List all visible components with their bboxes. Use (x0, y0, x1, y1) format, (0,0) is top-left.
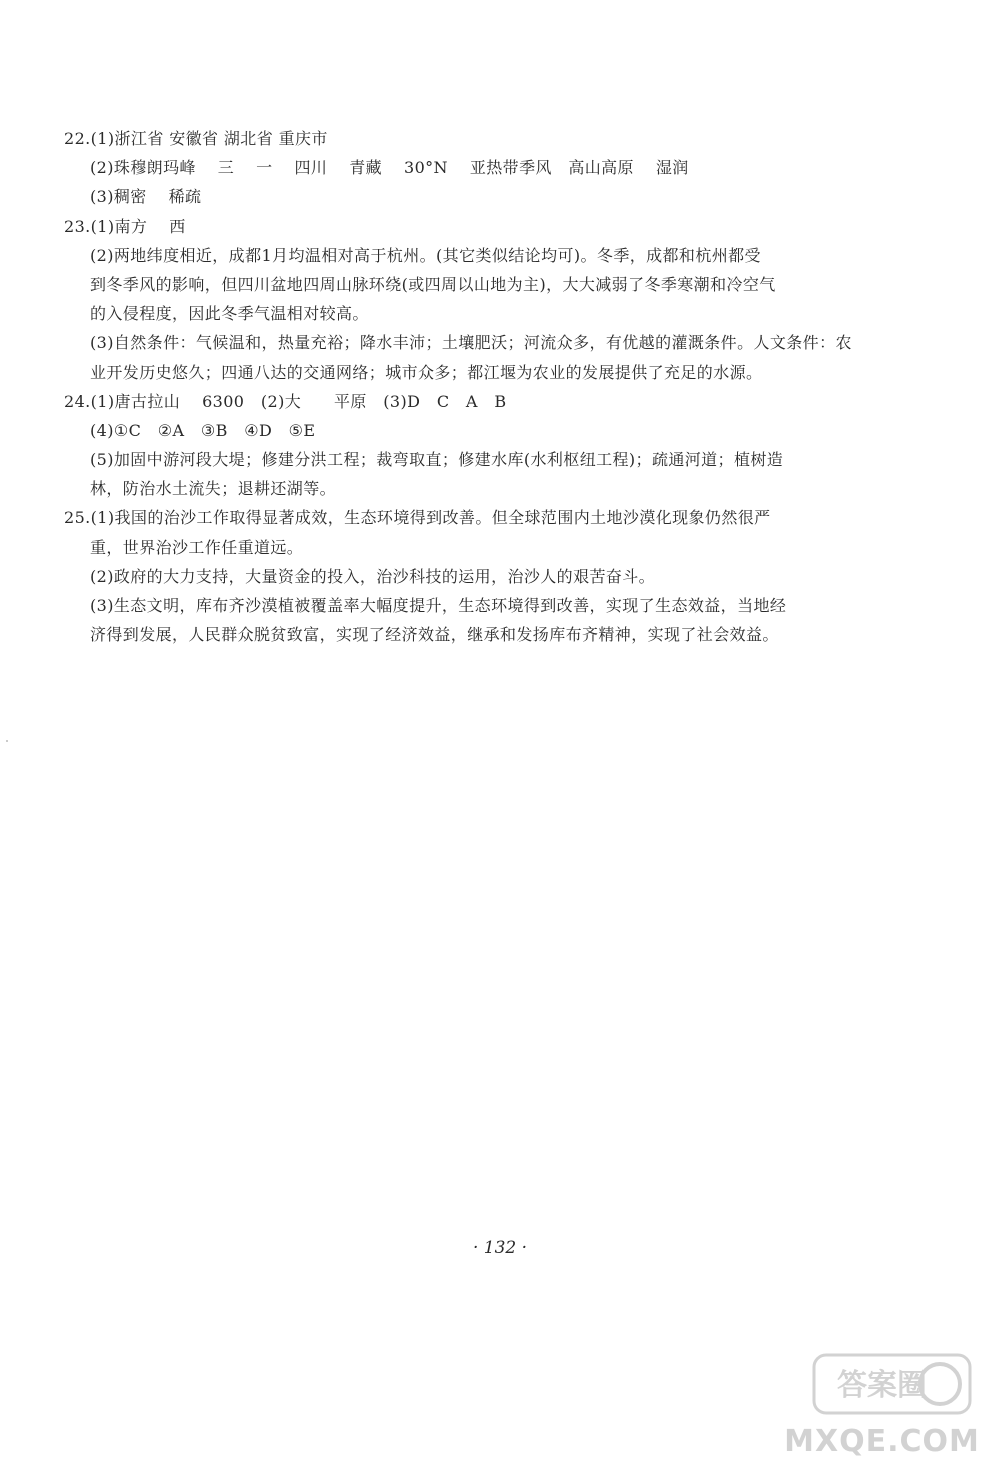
question-22 (64, 124, 944, 212)
question-25 (64, 503, 944, 649)
answer-line: (3)生态文明，库布齐沙漠植被覆盖率大幅度提升，生态环境得到改善，实现了生态效益，当地经 (90, 596, 787, 615)
answer-line (64, 124, 944, 153)
answer-line: 林，防治水土流失；退耕还湖等。 (90, 479, 337, 499)
question-number: 24. (64, 391, 91, 411)
answer-text: (1)浙江省 安徽省 湖北省 重庆市 (90, 129, 328, 148)
question-24 (64, 387, 944, 504)
answer-line: (3)稠密 稀疏 (90, 187, 202, 207)
page-number: · 132 · (472, 1238, 528, 1258)
answer-text: (1)我国的治沙工作取得显著成效，生态环境得到改善。但全球范围内土地沙漠化现象仍然很严 (90, 508, 771, 528)
answer-line: (2)珠穆朗玛峰 三 一 四川 青藏 30°N 亚热带季风 高山高原 湿润 (90, 158, 689, 178)
question-23 (64, 212, 944, 387)
watermark-site: MXQE.COM (784, 1424, 980, 1459)
answer-line: 到冬季风的影响，但四川盆地四周山脉环绕(或四周以山地为主)，大大减弱了冬季寒潮和冷空气 (90, 274, 776, 294)
answer-line (64, 212, 944, 241)
answer-text: (1)南方 西 (90, 216, 186, 236)
answer-line: 业开发历史悠久；四通八达的交通网络；城市众多；都江堰为农业的发展提供了充足的水源。 (90, 362, 763, 382)
answer-line: 的入侵程度，因此冬季气温相对较高。 (90, 304, 369, 324)
answer-line: (2)政府的大力支持，大量资金的投入，治沙科技的运用，治沙人的艰苦奋斗。 (90, 566, 656, 586)
answer-line (64, 387, 944, 416)
watermark (782, 1351, 982, 1459)
answer-line (64, 503, 944, 532)
answer-line: (5)加固中游河段大堤；修建分洪工程；裁弯取直；修建水库(水利枢纽工程)；疏通河道；植树造 (90, 450, 784, 470)
answer-line: 济得到发展，人民群众脱贫致富，实现了经济效益，继承和发扬库布齐精神，实现了社会效益。 (90, 625, 779, 645)
answer-line: 重，世界治沙工作任重道远。 (90, 537, 304, 557)
watermark-logo-icon (812, 1351, 972, 1417)
answer-text: (1)唐古拉山 6300 (2)大 平原 (3)D C A B (90, 391, 507, 411)
question-number: 23. (64, 216, 91, 236)
watermark-logo-text: 答案圈 (837, 1368, 927, 1403)
question-number: 25. (64, 508, 91, 528)
answer-line: (2)两地纬度相近，成都1月均温相对高于杭州。(其它类似结论均可)。冬季，成都和杭州都受 (90, 245, 761, 265)
answer-line: (3)自然条件：气候温和，热量充裕；降水丰沛；土壤肥沃；河流众多，有优越的灌溉条件。人文条件：农 (90, 333, 852, 353)
answer-line: (4)①C ②A ③B ④D ⑤E (90, 420, 316, 440)
answer-list (64, 124, 944, 649)
scan-speck (6, 740, 8, 742)
question-number: 22. (64, 129, 91, 148)
